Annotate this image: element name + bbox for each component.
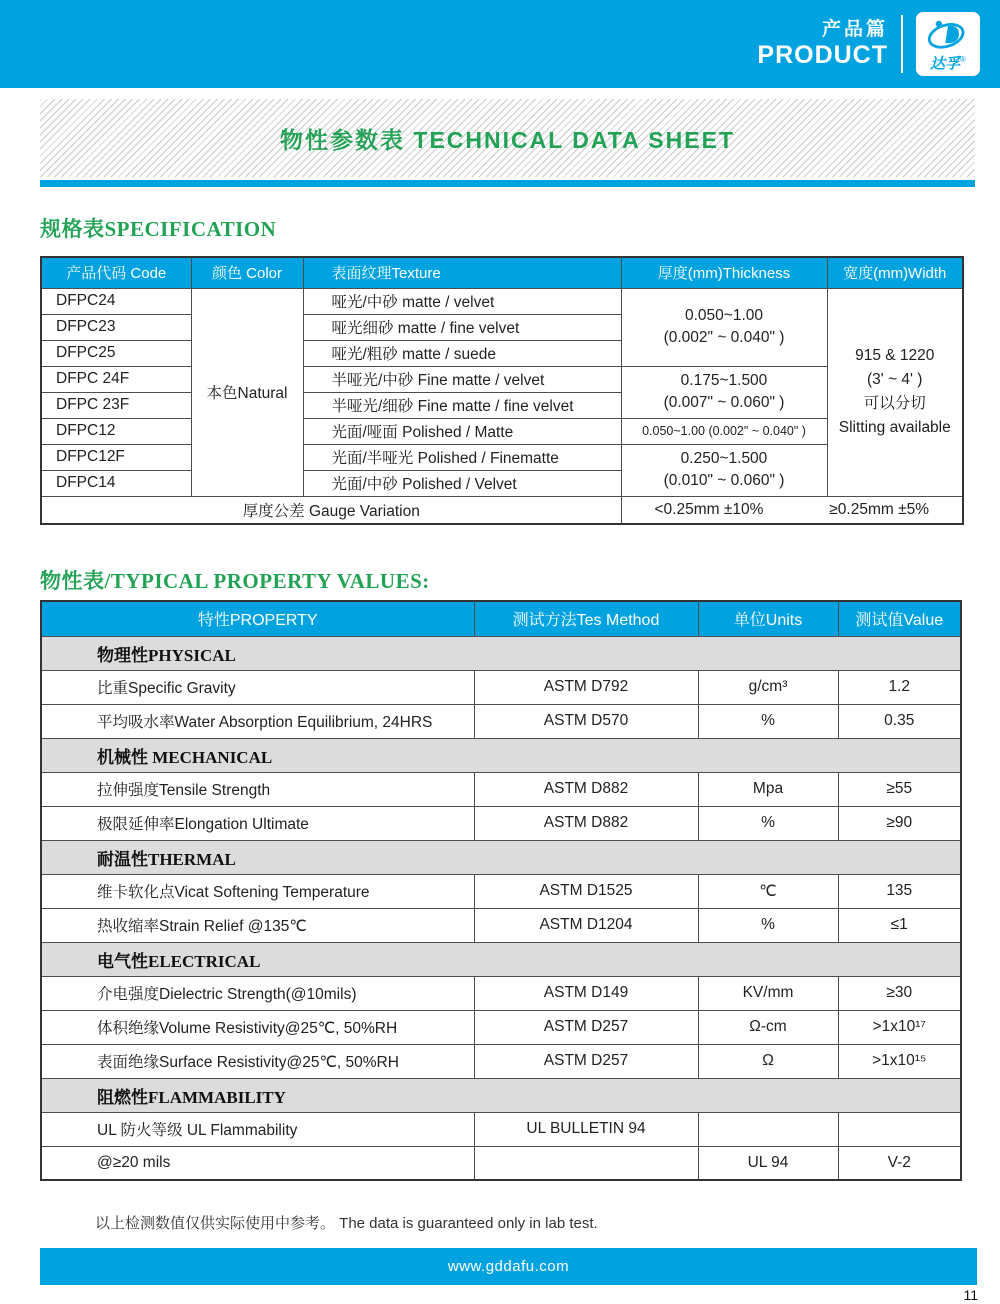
section-row-physical bbox=[41, 636, 961, 670]
spec-texture-cell: 哑光/粗砂 matte / suede bbox=[303, 340, 621, 366]
property-name: 热收缩率Strain Relief @135℃ bbox=[41, 908, 474, 942]
page-number: 11 bbox=[963, 1287, 978, 1303]
spec-texture-cell: 光面/中砂 Polished / Velvet bbox=[303, 470, 621, 496]
value bbox=[838, 1112, 961, 1146]
property-name: @≥20 mils bbox=[41, 1146, 474, 1180]
spec-col-color: 颜色 Color bbox=[191, 257, 303, 288]
spec-code-cell: DFPC25 bbox=[41, 340, 191, 366]
property-table bbox=[40, 600, 962, 1181]
spec-header-row bbox=[41, 257, 963, 288]
thickness-mm: 0.250~1.500 bbox=[680, 449, 768, 467]
property-name: 拉伸强度Tensile Strength bbox=[41, 772, 474, 806]
section-row-electrical bbox=[41, 942, 961, 976]
spec-row-dfpc24 bbox=[41, 288, 963, 314]
value: V-2 bbox=[838, 1146, 961, 1180]
property-name: 极限延伸率Elongation Ultimate bbox=[41, 806, 474, 840]
prop-row-specific-gravity bbox=[41, 670, 961, 704]
section-label: 耐温性THERMAL bbox=[41, 840, 961, 874]
test-method: ASTM D882 bbox=[474, 772, 698, 806]
specification-table bbox=[40, 256, 964, 525]
value: >1x10¹⁵ bbox=[838, 1044, 961, 1078]
brand-name: 达孚® bbox=[930, 54, 966, 73]
title-band bbox=[40, 99, 975, 177]
prop-row-surface-resistivity bbox=[41, 1044, 961, 1078]
top-banner bbox=[0, 0, 1000, 88]
spec-texture-cell: 半哑光/中砂 Fine matte / velvet bbox=[303, 366, 621, 392]
units: g/cm³ bbox=[698, 670, 838, 704]
registered-mark: ® bbox=[960, 54, 966, 64]
spec-row-dfpc12f bbox=[41, 444, 963, 470]
spec-code-cell: DFPC24 bbox=[41, 288, 191, 314]
spec-texture-cell: 光面/哑面 Polished / Matte bbox=[303, 418, 621, 444]
spec-row-dfpc12 bbox=[41, 418, 963, 444]
spec-code-cell: DFPC23 bbox=[41, 314, 191, 340]
thickness-inch: (0.007" ~ 0.060" ) bbox=[663, 394, 785, 411]
width-ft: (3' ~ 4' ) bbox=[867, 370, 923, 388]
units: KV/mm bbox=[698, 976, 838, 1010]
test-method: ASTM D570 bbox=[474, 704, 698, 738]
test-method: ASTM D1525 bbox=[474, 874, 698, 908]
props-col-units: 单位Units bbox=[698, 601, 838, 636]
footer-bar bbox=[40, 1248, 977, 1285]
props-header-row bbox=[41, 601, 961, 636]
test-method: ASTM D792 bbox=[474, 670, 698, 704]
brand-logo bbox=[916, 12, 980, 76]
spec-code-cell: DFPC 24F bbox=[41, 366, 191, 392]
section-row-mechanical bbox=[41, 738, 961, 772]
units: % bbox=[698, 908, 838, 942]
category-title-zh: 产品篇 bbox=[821, 18, 888, 40]
spec-thickness-cell-a bbox=[621, 288, 827, 366]
props-col-method: 测试方法Tes Method bbox=[474, 601, 698, 636]
section-row-thermal bbox=[41, 840, 961, 874]
spec-gauge-row bbox=[41, 496, 963, 524]
units: % bbox=[698, 704, 838, 738]
props-col-property: 特性PROPERTY bbox=[41, 601, 474, 636]
gauge-value-over: ≥0.25mm ±5% bbox=[829, 500, 930, 518]
spec-code-cell: DFPC12 bbox=[41, 418, 191, 444]
sheet-title: 物性参数表 TECHNICAL DATA SHEET bbox=[280, 126, 735, 153]
spec-code-cell: DFPC12F bbox=[41, 444, 191, 470]
header-divider bbox=[901, 15, 903, 73]
property-name: 介电强度Dielectric Strength(@10mils) bbox=[41, 976, 474, 1010]
spec-texture-cell: 哑光/中砂 matte / velvet bbox=[303, 288, 621, 314]
test-method: ASTM D257 bbox=[474, 1044, 698, 1078]
section-label: 机械性 MECHANICAL bbox=[41, 738, 961, 772]
thickness-inch: (0.002" ~ 0.040" ) bbox=[663, 329, 785, 346]
width-slit-en: Slitting available bbox=[838, 419, 951, 437]
value: ≥90 bbox=[838, 806, 961, 840]
spec-texture-cell: 半哑光/细砂 Fine matte / fine velvet bbox=[303, 392, 621, 418]
prop-row-elongation bbox=[41, 806, 961, 840]
spec-texture-cell: 哑光细砂 matte / fine velvet bbox=[303, 314, 621, 340]
gauge-values-cell bbox=[621, 496, 963, 524]
section-row-flammability bbox=[41, 1078, 961, 1112]
units: % bbox=[698, 806, 838, 840]
test-method bbox=[474, 1146, 698, 1180]
value: ≤1 bbox=[838, 908, 961, 942]
spec-thickness-cell-c: 0.050~1.00 (0.002" ~ 0.040" ) bbox=[621, 418, 827, 444]
test-method: ASTM D1204 bbox=[474, 908, 698, 942]
spec-thickness-cell-b bbox=[621, 366, 827, 418]
prop-row-20mils bbox=[41, 1146, 961, 1180]
category-titles bbox=[757, 19, 888, 70]
property-name: 比重Specific Gravity bbox=[41, 670, 474, 704]
test-method: UL BULLETIN 94 bbox=[474, 1112, 698, 1146]
prop-row-ul-flammability bbox=[41, 1112, 961, 1146]
prop-row-tensile-strength bbox=[41, 772, 961, 806]
spec-code-cell: DFPC 23F bbox=[41, 392, 191, 418]
width-mm: 915 & 1220 bbox=[855, 346, 935, 364]
category-title-en: PRODUCT bbox=[757, 40, 888, 69]
test-method: ASTM D149 bbox=[474, 976, 698, 1010]
spec-row-dfpc24f bbox=[41, 366, 963, 392]
units: Ω bbox=[698, 1044, 838, 1078]
brand-logo-icon bbox=[926, 18, 970, 55]
top-banner-right bbox=[757, 11, 980, 77]
section-label: 物理性PHYSICAL bbox=[41, 636, 961, 670]
property-name: 表面绝缘Surface Resistivity@25℃, 50%RH bbox=[41, 1044, 474, 1078]
prop-row-vicat bbox=[41, 874, 961, 908]
property-name: UL 防火等级 UL Flammability bbox=[41, 1112, 474, 1146]
value: ≥30 bbox=[838, 976, 961, 1010]
value: 1.2 bbox=[838, 670, 961, 704]
spec-thickness-cell-d bbox=[621, 444, 827, 496]
spec-texture-cell: 光面/半哑光 Polished / Finematte bbox=[303, 444, 621, 470]
test-method: ASTM D882 bbox=[474, 806, 698, 840]
spec-color-cell: 本色Natural bbox=[191, 288, 303, 496]
units bbox=[698, 1112, 838, 1146]
spec-code-cell: DFPC14 bbox=[41, 470, 191, 496]
gauge-label-cell: 厚度公差 Gauge Variation bbox=[41, 496, 621, 524]
prop-row-strain-relief bbox=[41, 908, 961, 942]
value: 0.35 bbox=[838, 704, 961, 738]
units: Ω-cm bbox=[698, 1010, 838, 1044]
prop-row-volume-resistivity bbox=[41, 1010, 961, 1044]
section-label: 电气性ELECTRICAL bbox=[41, 942, 961, 976]
cyan-rule bbox=[40, 180, 975, 187]
thickness-mm: 0.175~1.500 bbox=[680, 371, 768, 389]
disclaimer-note: 以上检测数值仅供实际使用中参考。 The data is guaranteed only in lab test. bbox=[95, 1215, 598, 1232]
units: ℃ bbox=[698, 874, 838, 908]
props-col-value: 测试值Value bbox=[838, 601, 961, 636]
value: ≥55 bbox=[838, 772, 961, 806]
spec-col-width: 宽度(mm)Width bbox=[827, 257, 963, 288]
test-method: ASTM D257 bbox=[474, 1010, 698, 1044]
section-label: 阻燃性FLAMMABILITY bbox=[41, 1078, 961, 1112]
property-name: 体积绝缘Volume Resistivity@25℃, 50%RH bbox=[41, 1010, 474, 1044]
website-url: www.gddafu.com bbox=[447, 1258, 570, 1275]
gauge-value-under: <0.25mm ±10% bbox=[654, 500, 764, 518]
prop-row-water-absorption bbox=[41, 704, 961, 738]
property-values-heading: 物性表/TYPICAL PROPERTY VALUES: bbox=[40, 569, 430, 593]
prop-row-dielectric bbox=[41, 976, 961, 1010]
specification-heading: 规格表SPECIFICATION bbox=[40, 217, 277, 241]
units: Mpa bbox=[698, 772, 838, 806]
thickness-inch: (0.010" ~ 0.060" ) bbox=[663, 472, 785, 489]
spec-col-thickness: 厚度(mm)Thickness bbox=[621, 257, 827, 288]
units: UL 94 bbox=[698, 1146, 838, 1180]
spec-width-cell bbox=[827, 288, 963, 496]
value: 135 bbox=[838, 874, 961, 908]
property-name: 维卡软化点Vicat Softening Temperature bbox=[41, 874, 474, 908]
thickness-mm: 0.050~1.00 bbox=[684, 306, 763, 324]
value: >1x10¹⁷ bbox=[838, 1010, 961, 1044]
spec-col-code: 产品代码 Code bbox=[41, 257, 191, 288]
property-name: 平均吸水率Water Absorption Equilibrium, 24HRS bbox=[41, 704, 474, 738]
spec-col-texture: 表面纹理Texture bbox=[303, 257, 621, 288]
width-slit-zh: 可以分切 bbox=[863, 395, 926, 412]
